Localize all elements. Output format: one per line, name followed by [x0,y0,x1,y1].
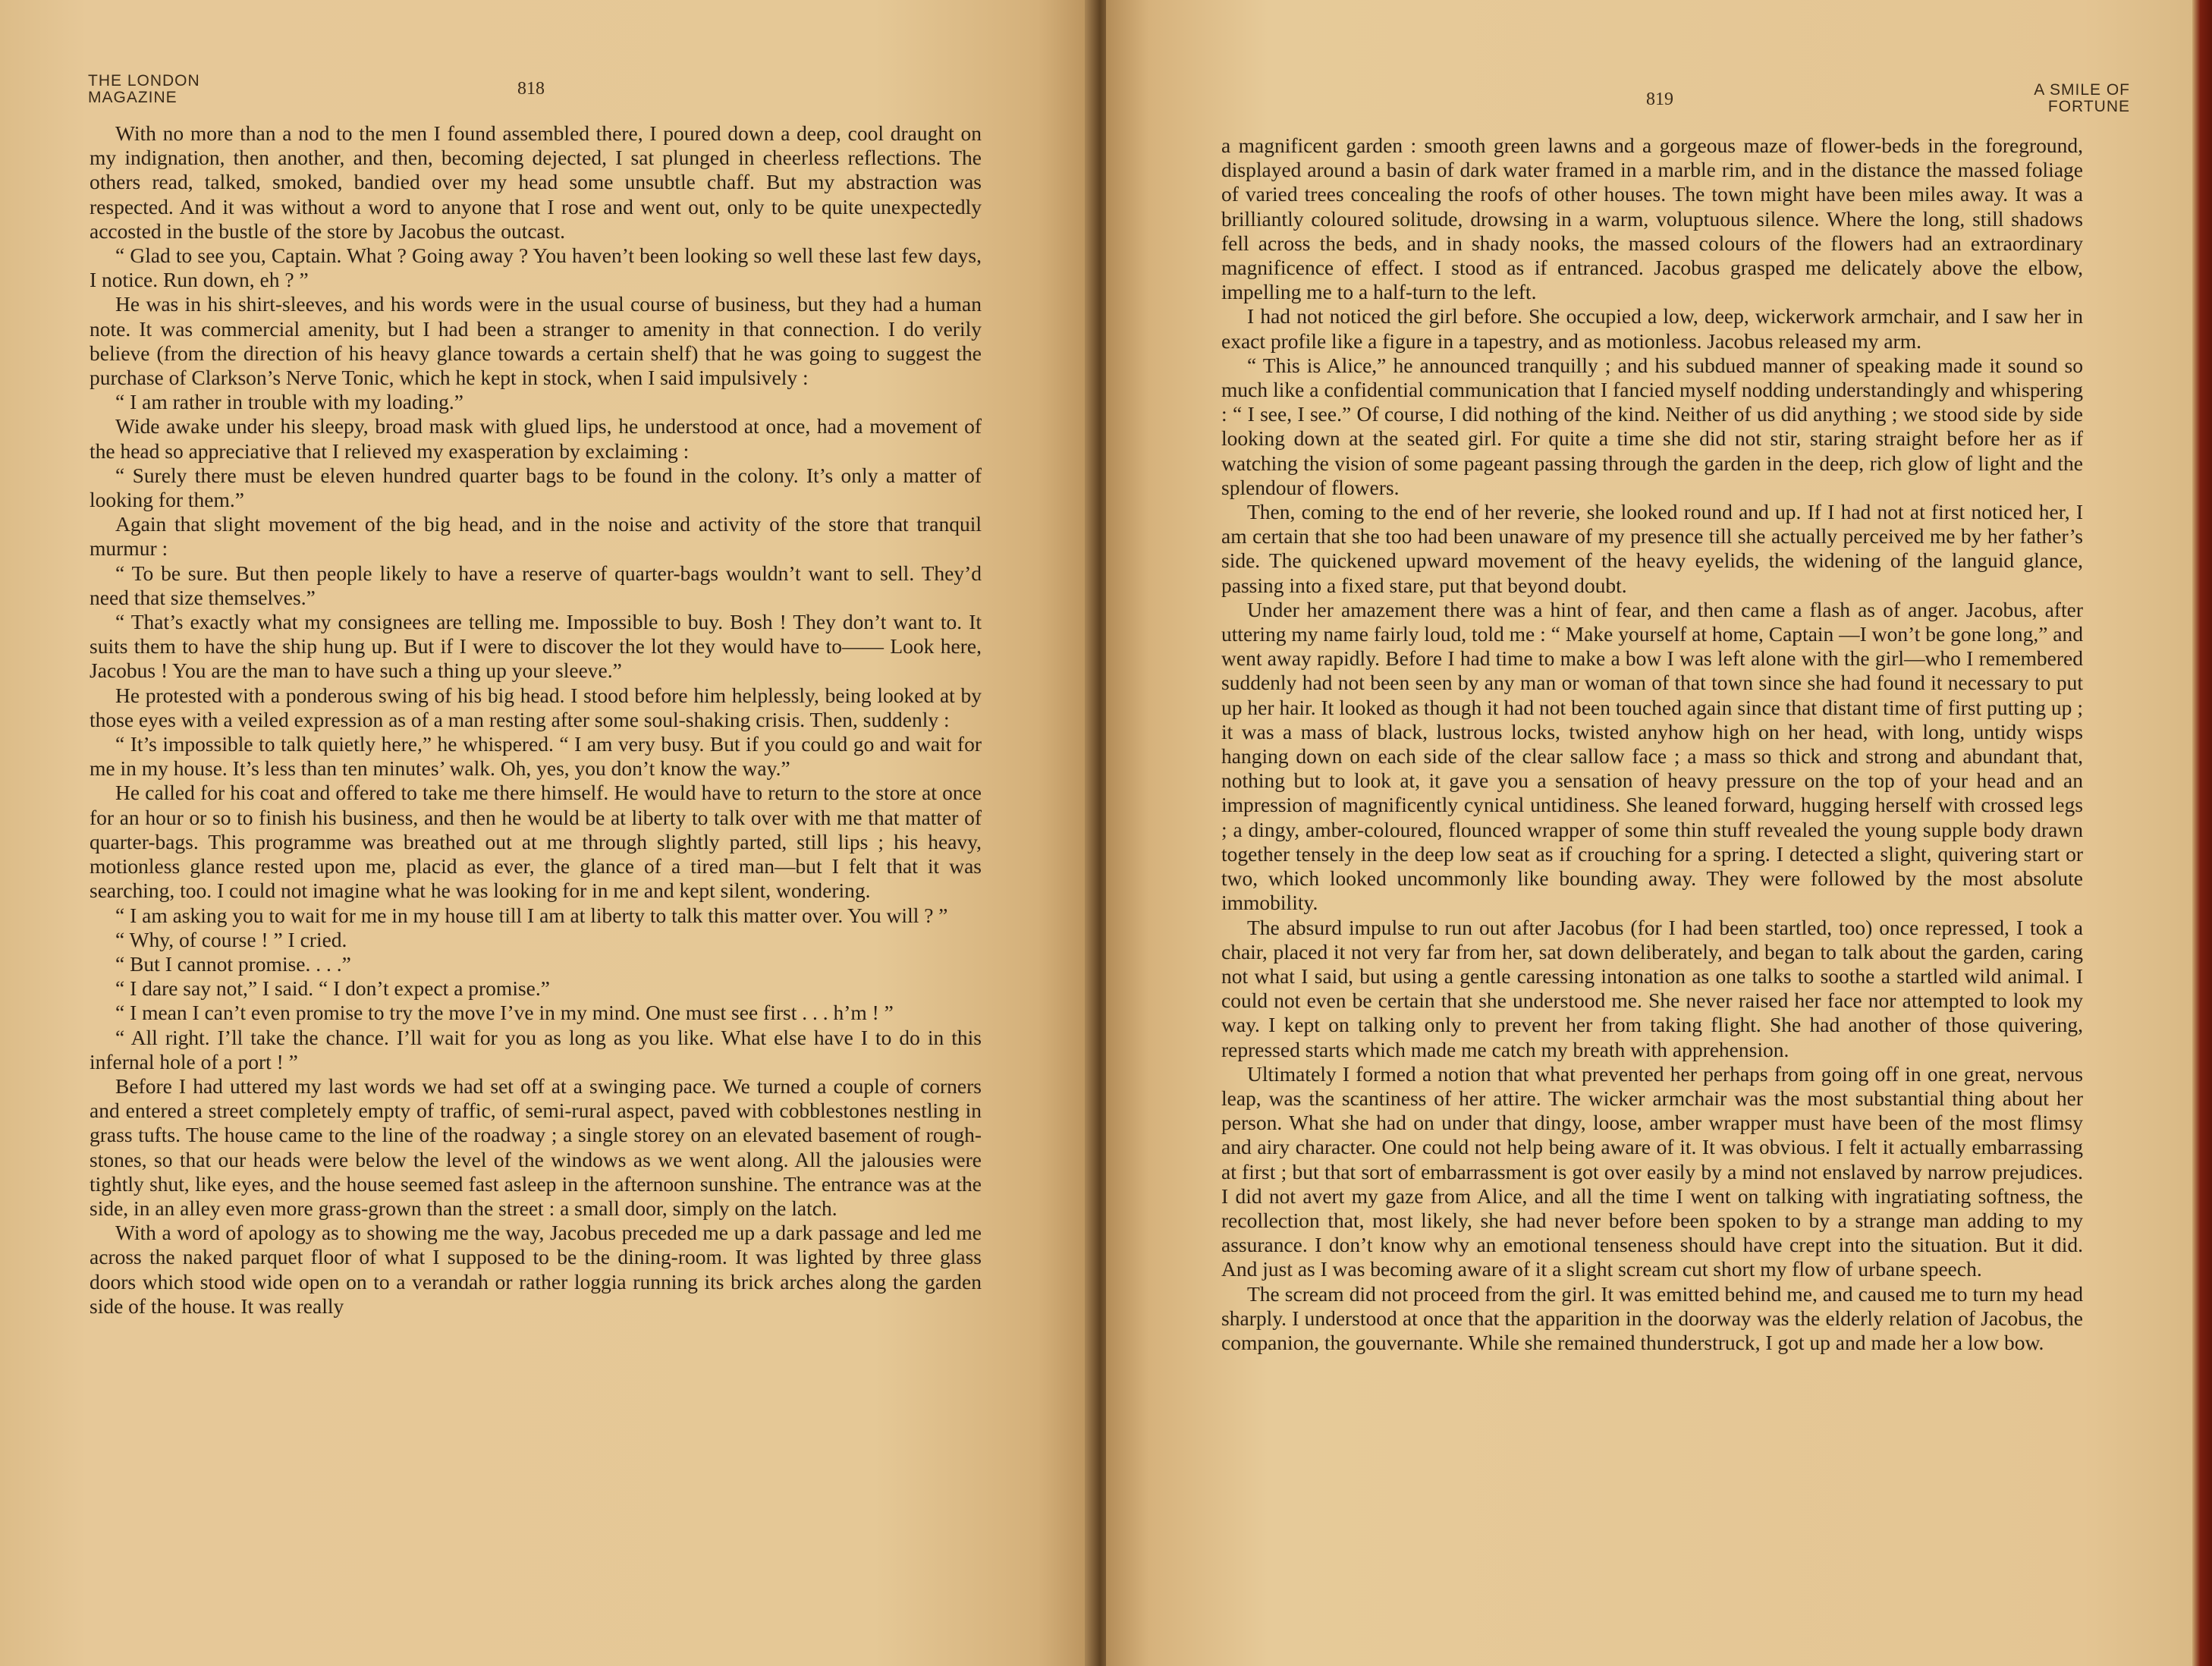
running-head-line: FORTUNE [2047,98,2130,115]
left-running-head [88,73,200,106]
running-head-line: A SMILE OF [2034,81,2130,99]
paragraph: “ Why, of course ! ” I cried. [115,927,347,951]
paragraph: a magnificent garden : smooth green lawns and a gorgeous maze of flower-beds in the foreground, displayed around a basin of dark water framed in a marble rim, and in the distance the massed foliage of varied trees concealing the roofs of other houses. The town might have been miles away. It was a brilliantly coloured solitude, drowsing in a warm, voluptuous silence. Where the long, still shadows fell across the beds, and in shady nooks, the massed colours of the flowers had an extraordinary magnificence of effect. I stood as if entranced. Jacobus grasped me delicately above the elbow, impelling me to a half-turn to the left. [1221,134,2083,304]
paragraph: He protested with a ponderous swing of his big head. I stood before him helplessly, being looked at by those eyes with a veiled expression as of a man resting after some soul-shaking crisis. Then, suddenly : [90,683,982,731]
paragraph: The scream did not proceed from the girl. It was emitted behind me, and caused me to turn my head sharply. I understood at once that the apparition in the doorway was the elderly relation of Jacobus, the companion, the gouvernante. While she remained thunderstruck, I got up and made her a low bow. [1221,1281,2083,1354]
book-cover-edge [2192,0,2212,1666]
right-page-number: 819 [1646,90,1673,109]
paragraph: Then, coming to the end of her reverie, she looked round and up. If I had not at first noticed her, I am certain that she too had been unaware of my presence till she actually perceived me by her father’s side. The quickened upward movement of the heavy eyelids, the widening of the languid glance, passing into a fixed stare, put that beyond doubt. [1221,500,2083,597]
running-head-line: THE LONDON [88,72,200,90]
right-running-head [2034,82,2130,115]
paragraph: “ But I cannot promise. . . .” [115,951,351,976]
paragraph: Again that slight movement of the big head, and in the noise and activity of the store that tranquil murmur : [90,512,982,561]
paragraph: Under her amazement there was a hint of fear, and then came a flash as of anger. Jacobus, after uttering my name fairly loud, told me : “ Make yourself at home, Captain —I won’t be gone long,” and went away rapidly. Before I had time to make a bow I was left alone with the girl—who I remembered suddenly had not been seen by any man or woman of that town since she had found it necessary to put up her hair. It looked as though it had not been touched again since that distant time of first putting up ; it was a mass of black, lustrous locks, twisted anyhow high on her head, with long, untidy wisps hanging down on each side of the clear sallow face ; a mass so thick and strong and abundant that, nothing but to look at, it gave you a sensation of heavy pressure on the top of your head and an impression of magnificently cynical untidiness. She leaned forward, hugging herself with crossed legs ; a dingy, amber-coloured, flounced wrapper of some thin stuff revealed the young supple body drawn together tensely in the deep low seat as if crouching for a spring. I detected a slight, quivering start or two, which looked uncommonly like bounding away. They were followed by the most absolute immobility. [1221,597,2083,915]
paragraph: Wide awake under his sleepy, broad mask with glued lips, he understood at once, had a movement of the head so appreciative that I relieved my exasperation by exclaiming : [90,414,982,463]
paragraph: “ Glad to see you, Captain. What ? Going away ? You haven’t been looking so well these last few days, I notice. Run down, eh ? ” [90,244,982,292]
paragraph: “ I am rather in trouble with my loading.” [115,390,463,414]
paragraph: He was in his shirt-sleeves, and his words were in the usual course of business, but they had a human note. It was commercial amenity, but I had been a stranger to amenity in that connection. I do verily believe (from the direction of his heavy glance towards a certain shelf) that he was going to suggest the purchase of Clarkson’s Nerve Tonic, which he kept in stock, when I said impulsively : [90,292,982,390]
running-head-line: MAGAZINE [88,89,178,106]
paragraph: “ Surely there must be eleven hundred quarter bags to be found in the colony. It’s only a matter of looking for them.” [90,463,982,512]
paragraph: With no more than a nod to the men I found assembled there, I poured down a deep, cool draught on my indignation, then another, and then, becoming dejected, I sat plunged in cheerless reflections. The others read, talked, smoked, bandied over my head some unsubtle chaff. But my abstraction was respected. And it was without a word to anyone that I rose and went out, only to be quite unexpectedly accosted in the bustle of the store by Jacobus the outcast. [90,121,982,243]
paragraph: “ I mean I can’t even promise to try the move I’ve in my mind. One must see first . . . h’m ! ” [115,1001,894,1025]
paragraph: “ It’s impossible to talk quietly here,” he whispered. “ I am very busy. But if you could go and wait for me in my house. It’s less than ten minutes’ walk. Oh, yes, you don’t know the way.” [90,732,982,781]
right-page [1106,0,2192,1666]
paragraph: The absurd impulse to run out after Jacobus (for I had been startled, too) once repressed, I took a chair, placed it not very far from her, sat down deliberately, and began to talk about the garden, caring not what I said, but using a gentle caressing intonation as one talks to soothe a startled wild animal. I could not even be certain that she understood me. She never raised her face nor attempted to look my way. I kept on talking only to prevent her from taking flight. She had another of those quivering, repressed starts which made me catch my breath with apprehension. [1221,915,2083,1061]
left-body-text [90,121,982,1319]
paragraph: “ I dare say not,” I said. “ I don’t expect a promise.” [115,976,550,1001]
paragraph: With a word of apology as to showing me the way, Jacobus preceded me up a dark passage and led me across the naked parquet floor of what I supposed to be the dining-room. It was lighted by three glass doors which stood wide open on to a verandah or rather loggia running its brick arches along the garden side of the house. It was really [90,1221,982,1318]
left-page-number: 818 [517,79,545,99]
paragraph: Before I had uttered my last words we had set off at a swinging pace. We turned a couple of corners and entered a street completely empty of traffic, of semi-rural aspect, paved with cobblestones nestling in grass tufts. The house came to the line of the roadway ; a single storey on an elevated basement of rough-stones, so that our heads were below the level of the windows as we went along. All the jalousies were tightly shut, like eyes, and the house seemed fast asleep in the afternoon sunshine. The entrance was at the side, in an alley even more grass-grown than the street : a small door, simply on the latch. [90,1073,982,1220]
paragraph: Ultimately I formed a notion that what prevented her perhaps from going off in one great, nervous leap, was the scantiness of her attire. The wicker armchair was the most substantial thing about her person. What she had on under that dingy, loose, amber wrapper must have been of the most flimsy and airy character. One could not help being aware of it. It was obvious. I felt it actually embarrassing at first ; but that sort of embarrassment is got over easily by a mind not enslaved by narrow prejudices. I did not avert my gaze from Alice, and all the time I went on talking with ingratiating softness, the recollection that, most likely, she had never before been spoken to by a strange man adding to my assurance. I don’t know why an emotional tenseness should have crept into the situation. But it did. And just as I was becoming aware of it a slight scream cut short my flow of urbane speech. [1221,1061,2083,1281]
paragraph: “ To be sure. But then people likely to have a reserve of quarter-bags wouldn’t want to sell. They’d need that size themselves.” [90,561,982,609]
paragraph: He called for his coat and offered to take me there himself. He would have to return to the store at once for an hour or so to finish his business, and then he would be at liberty to talk over with me that matter of quarter-bags. This programme was breathed out at me through slightly parted, still lips ; his heavy, motionless glance rested upon me, placid as ever, the glance of a tired man—but I felt that it was searching, too. I could not imagine what he was looking for in me and kept silent, wondering. [90,781,982,903]
paragraph: “ This is Alice,” he announced tranquilly ; and his subdued manner of speaking made it sound so much like a confidential communication that I fancied myself nodding understandingly and whispering : “ I see, I see.” Of course, I did nothing of the kind. Neither of us did anything ; we stood side by side looking down at the seated girl. For quite a time she did not stir, staring straight before her as if watching the vision of some pageant passing through the garden in the deep, rich glow of light and the splendour of flowers. [1221,353,2083,499]
right-body-text [1221,134,2083,1355]
paragraph: “ That’s exactly what my consignees are telling me. Impossible to buy. Bosh ! They don’t want to. It suits them to have the ship hung up. But if I were to discover the lot they would have to—— Look here, Jacobus ! You are the man to have such a thing up your sleeve.” [90,610,982,683]
left-page [0,0,1092,1666]
paragraph: “ All right. I’ll take the chance. I’ll wait for you as long as you like. What else have I to do in this infernal hole of a port ! ” [90,1025,982,1073]
paragraph: I had not noticed the girl before. She occupied a low, deep, wickerwork armchair, and I saw her in exact profile like a figure in a tapestry, and as motionless. Jacobus released my arm. [1221,304,2083,353]
paragraph: “ I am asking you to wait for me in my house till I am at liberty to talk this matter over. You will ? ” [115,903,948,927]
